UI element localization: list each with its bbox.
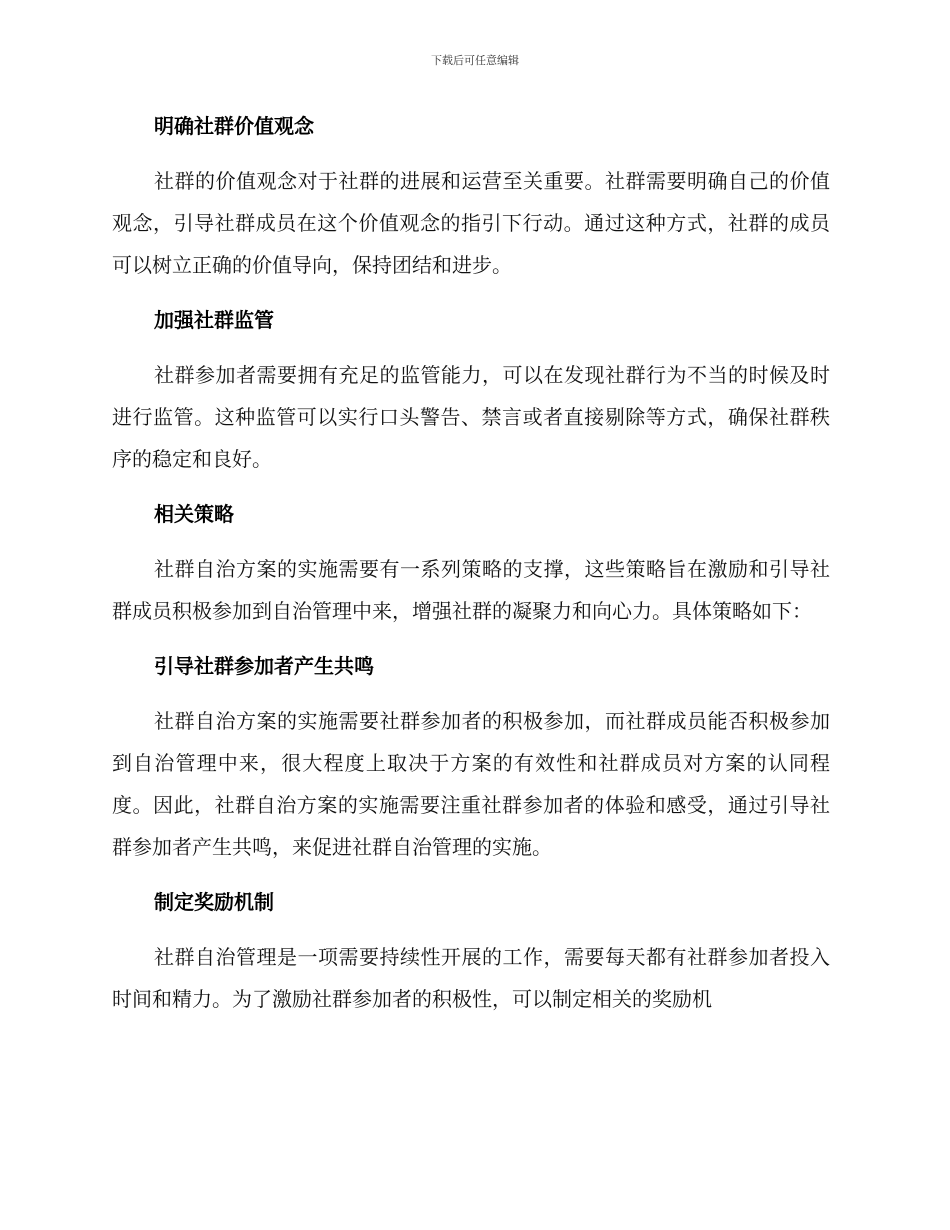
section-heading-rewards: 制定奖励机制	[154, 890, 274, 914]
document-body	[112, 105, 830, 1033]
section-heading-supervision: 加强社群监管	[154, 308, 274, 332]
section-paragraph-strategies: 社群自治方案的实施需要有一系列策略的支撑，这些策略旨在激励和引导社群成员积极参加到自治管理中来，增强社群的凝聚力和向心力。具体策略如下：	[112, 557, 830, 623]
page-header: 下载后可任意编辑	[431, 54, 519, 67]
section-heading-values: 明确社群价值观念	[154, 114, 314, 138]
section-paragraph-rewards: 社群自治管理是一项需要持续性开展的工作，需要每天都有社群参加者投入时间和精力。为了激励社群参加者的积极性，可以制定相关的奖励机	[112, 945, 830, 1011]
section-paragraph-values: 社群的价值观念对于社群的进展和运营至关重要。社群需要明确自己的价值观念，引导社群成员在这个价值观念的指引下行动。通过这种方式，社群的成员可以树立正确的价值导向，保持团结和进步。	[112, 169, 830, 277]
section-paragraph-supervision: 社群参加者需要拥有充足的监管能力，可以在发现社群行为不当的时候及时进行监管。这种监管可以实行口头警告、禁言或者直接剔除等方式，确保社群秩序的稳定和良好。	[112, 363, 830, 471]
section-paragraph-resonance: 社群自治方案的实施需要社群参加者的积极参加，而社群成员能否积极参加到自治管理中来，很大程度上取决于方案的有效性和社群成员对方案的认同程度。因此，社群自治方案的实施需要注重社群参加者的体验和感受，通过引导社群参加者产生共鸣，来促进社群自治管理的实施。	[112, 709, 830, 859]
section-heading-resonance: 引导社群参加者产生共鸣	[154, 654, 374, 678]
section-heading-strategies: 相关策略	[154, 502, 234, 526]
